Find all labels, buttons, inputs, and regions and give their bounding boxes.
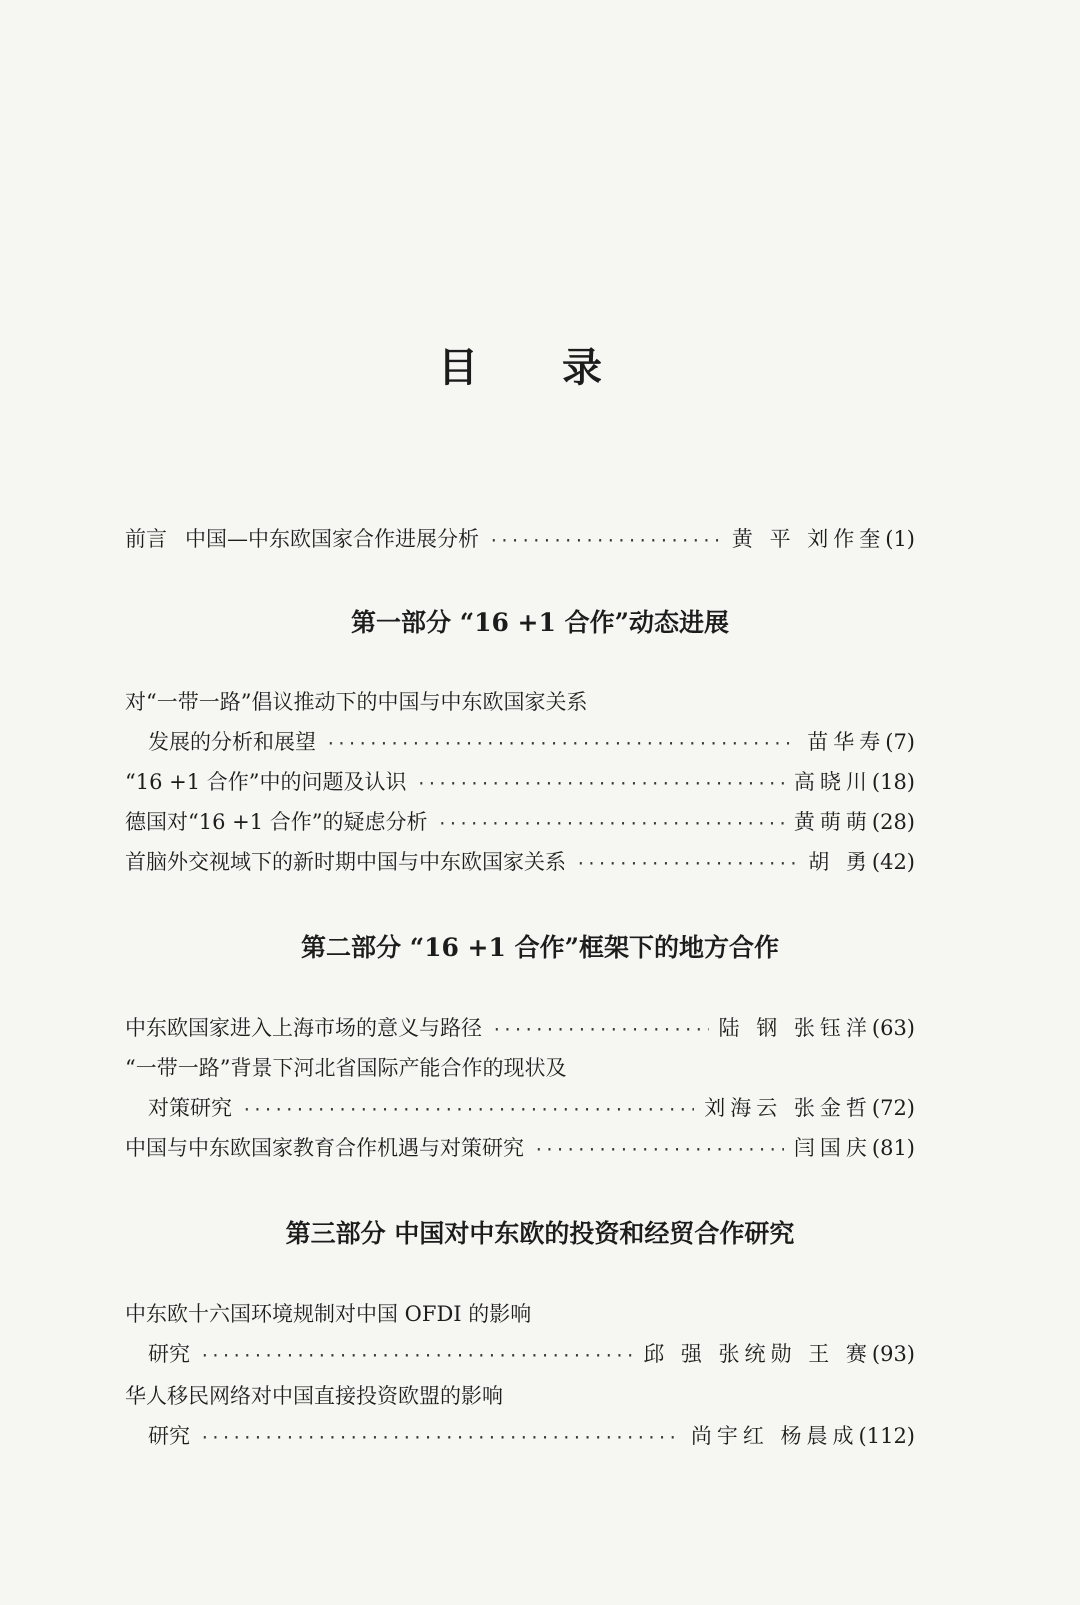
title-char-1: 目 [438, 344, 480, 391]
entry-page: (1) [885, 527, 915, 551]
toc-entry-preface [125, 523, 915, 553]
toc-entry [125, 1132, 915, 1162]
entry-title-line2: 发展的分析和展望 [148, 730, 316, 754]
entry-authors: 陆 钢 张钰洋 [718, 1016, 872, 1040]
toc-entry [148, 726, 915, 756]
entry-authors: 刘海云 张金哲 [704, 1096, 872, 1120]
entry-title-line2: 研究 [148, 1424, 190, 1448]
leader-dots [326, 734, 797, 753]
toc-entry-title-line1: 中东欧十六国环境规制对中国 OFDI 的影响 [125, 1302, 532, 1326]
toc-entry [148, 1338, 915, 1368]
entry-authors: 尚宇红 杨晨成 [690, 1424, 859, 1448]
part-heading-3: 第三部分 中国对中东欧的投资和经贸合作研究 [285, 1219, 795, 1248]
entry-title-line2: 研究 [148, 1342, 190, 1366]
entry-page: (93) [871, 1342, 915, 1366]
entry-authors: 苗华寿 [807, 730, 886, 754]
entry-page: (72) [871, 1096, 915, 1120]
entry-page: (28) [871, 810, 915, 834]
entry-title: 德国对“16 +1 合作”的疑虑分析 [125, 810, 428, 834]
leader-dots [576, 854, 798, 873]
leader-dots [200, 1346, 633, 1365]
leader-dots [200, 1428, 681, 1447]
toc-entry [125, 1012, 915, 1042]
toc-entry [125, 806, 915, 836]
preface-label: 前言 [125, 527, 167, 551]
leader-dots [242, 1100, 694, 1119]
part-heading-1: 第一部分 “16 +1 合作”动态进展 [350, 608, 729, 637]
entry-authors: 黄 平 刘作奎 [731, 527, 886, 551]
leader-dots [534, 1140, 784, 1159]
toc-entry [148, 1420, 915, 1450]
entry-authors: 胡 勇 [808, 850, 872, 874]
toc-entry [125, 846, 915, 876]
toc-entry-title-line1: 对“一带一路”倡议推动下的中国与中东欧国家关系 [125, 690, 588, 714]
preface-title: 中国—中东欧国家合作进展分析 [185, 527, 479, 551]
entry-title-line2: 对策研究 [148, 1096, 232, 1120]
entry-authors: 黄萌萌 [793, 810, 872, 834]
toc-entry-title-line1: “一带一路”背景下河北省国际产能合作的现状及 [125, 1056, 567, 1080]
entry-title: 中东欧国家进入上海市场的意义与路径 [125, 1016, 482, 1040]
entry-title: “16 +1 合作”中的问题及认识 [125, 770, 407, 794]
entry-authors: 邱 强 张统勋 王 赛 [643, 1342, 872, 1366]
part-heading-2: 第二部分 “16 +1 合作”框架下的地方合作 [300, 933, 779, 962]
toc-entry [125, 766, 915, 796]
leader-dots [438, 814, 784, 833]
entry-page: (7) [885, 730, 915, 754]
title-char-2: 录 [562, 344, 604, 391]
entry-authors: 闫国庆 [793, 1136, 872, 1160]
entry-page: (81) [871, 1136, 915, 1160]
entry-page: (18) [871, 770, 915, 794]
entry-title: 首脑外交视域下的新时期中国与中东欧国家关系 [125, 850, 566, 874]
entry-page: (42) [871, 850, 915, 874]
entry-title: 中国与中东欧国家教育合作机遇与对策研究 [125, 1136, 524, 1160]
leader-dots [489, 531, 722, 550]
leader-dots [492, 1020, 709, 1039]
entry-page: (63) [871, 1016, 915, 1040]
toc-entry [148, 1092, 915, 1122]
entry-page: (112) [858, 1424, 915, 1448]
leader-dots [417, 774, 784, 793]
toc-entry-title-line1: 华人移民网络对中国直接投资欧盟的影响 [125, 1384, 503, 1408]
entry-authors: 高晓川 [793, 770, 872, 794]
